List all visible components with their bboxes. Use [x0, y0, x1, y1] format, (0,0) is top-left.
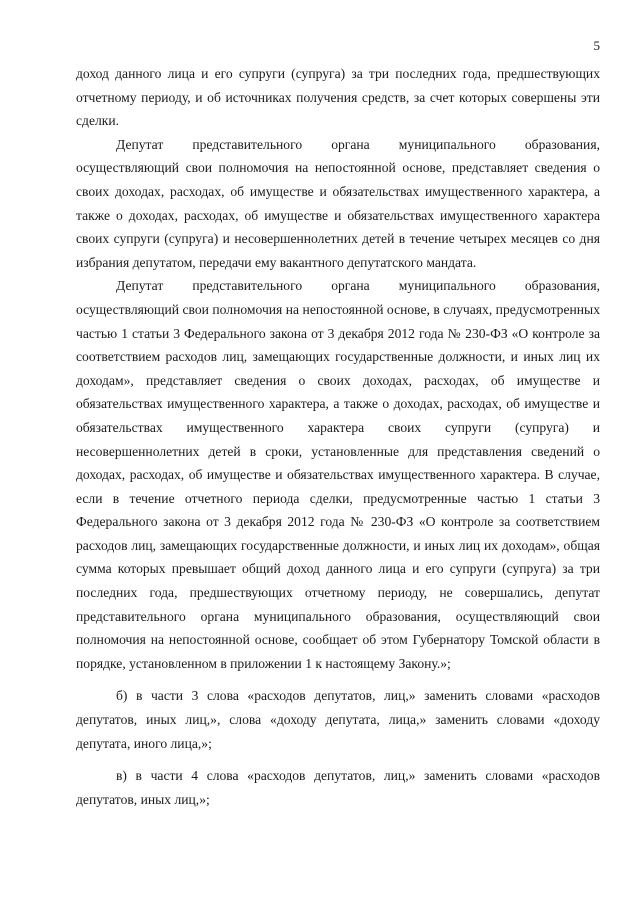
paragraph-amendment-c: в) в части 4 слова «расходов депутатов, лиц,» заменить словами «расходов депутатов, иных лиц,»; — [76, 768, 600, 807]
paragraph-amendment-b: б) в части 3 слова «расходов депутатов, лиц,» заменить словами «расходов депутатов, иных лиц,», слова «доходу депутата, лица,» заменить словами «доходу депутата, иного лица,»; — [76, 688, 600, 751]
page-number: 5 — [593, 38, 600, 53]
paragraph-continuation: доход данного лица и его супруги (супруга) за три последних года, предшествующих отчетному периоду, и об источниках получения средств, за счет которых совершены эти сделки. — [76, 66, 600, 129]
paragraph-deputy-declaration-cases: Депутат представительного органа муниципального образования, осуществляющий свои полномочия на непостоянной основе, в случаях, предусмотренных частью 1 статьи 3 Федерального закона от 3 декабря 2012 года № 230-ФЗ «О контроле за соответствием расходов лиц, замещающих государственные должности, и иных лиц их доходам», представляет сведения о своих доходах, расходах, об имуществе и обязательствах имущественного характера, а также о доходах, расходах, об имуществе и обязательствах имущественного характера своих супруги (супруга) и несовершеннолетних детей в сроки, установленные для представления сведений о доходах, расходах, об имуществе и обязательствах имущественного характера. В случае, если в течение отчетного периода сделки, предусмотренные частью 1 статьи 3 Федерального закона от 3 декабря 2012 года № 230-ФЗ «О контроле за соответствием расходов лиц, замещающих государственные должности, и иных лиц их доходам», общая сумма которых превышает общий доход данного лица и его супруги (супруга) за три последних года, предшествующих отчетному периоду, не совершались, депутат представительного органа муниципального образования, осуществляющий свои полномочия на непостоянной основе, сообщает об этом Губернатору Томской области в порядке, установленном в приложении 1 к настоящему Закону.»; — [76, 278, 600, 671]
paragraph-deputy-declaration-term: Депутат представительного органа муниципального образования, осуществляющий свои полномочия на непостоянной основе, представляет сведения о своих доходах, расходах, об имуществе и обязательствах имущественного характера, а также о доходах, расходах, об имуществе и обязательствах имущественного характера своих супруги (супруга) и несовершеннолетних детей в течение четырех месяцев со дня избрания депутатом, передачи ему вакантного депутатского мандата. — [76, 136, 600, 270]
document-body — [76, 62, 600, 811]
